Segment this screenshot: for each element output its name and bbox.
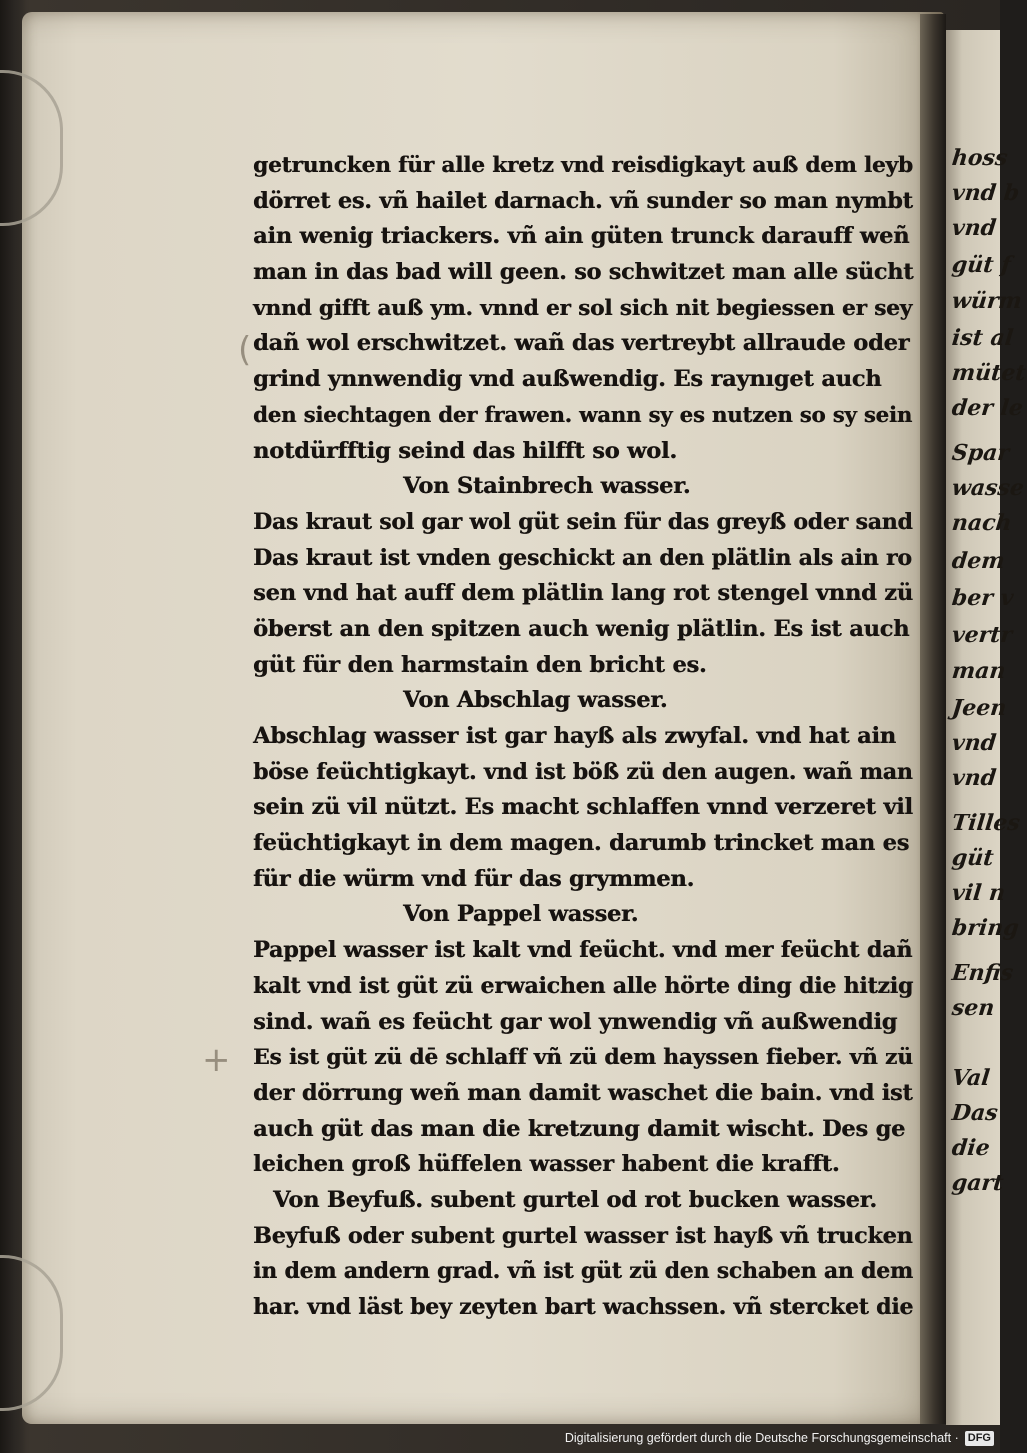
- text-line: sind. wañ es feücht gar wol ynwendig vñ außwendig: [253, 1008, 898, 1035]
- facing-page-fragment: Tilles: [950, 810, 1022, 836]
- facing-page-fragment: man: [950, 658, 1007, 684]
- section-heading: Von Beyfuß. subent gurtel od rot bucken wasser.: [273, 1186, 877, 1213]
- text-line: leichen groß hüffelen wasser habent die krafft.: [253, 1151, 840, 1178]
- facing-page-fragment: Enfis: [950, 960, 1015, 986]
- margin-pen-mark: (: [238, 330, 252, 370]
- text-line: dörret es. vñ hailet darnach. vñ sunder so man nymbt: [253, 187, 913, 214]
- text-line: har. vnd läst bey zeyten bart wachssen. vñ stercket die: [253, 1294, 914, 1320]
- facing-page-fragment: nach: [950, 510, 1014, 536]
- facing-page-fragment: wasse: [950, 475, 1026, 501]
- facing-page-fragment: vnd b: [950, 180, 1021, 206]
- facing-page-fragment: gart: [950, 1170, 1005, 1196]
- facing-page-fragment: Das: [950, 1100, 1000, 1126]
- printed-text-block: [253, 148, 913, 1326]
- text-line: sen vnd hat auff dem plätlin lang rot stengel vnnd zü: [253, 580, 913, 607]
- text-line: für die würm vnd für das grymmen.: [253, 865, 695, 892]
- text-line: man in das bad will geen. so schwitzet man alle sücht: [253, 259, 914, 286]
- dfg-logo: DFG: [965, 1431, 994, 1446]
- text-line: böse feüchtigkayt. vnd ist böß zü den augen. wañ man: [253, 758, 913, 785]
- text-line: öberst an den spitzen auch wenig plätlin. Es ist auch: [253, 615, 910, 642]
- facing-page-fragment: vertr: [950, 622, 1014, 648]
- facing-page-fragment: vnd: [950, 730, 998, 756]
- section-heading: Von Stainbrech wasser.: [403, 473, 691, 500]
- text-line: notdürfftig seind das hilfft so wol.: [253, 437, 677, 464]
- margin-cross-mark: +: [202, 1040, 231, 1080]
- facing-page-fragment: ber v: [950, 585, 1015, 611]
- facing-page-fragment: würm: [950, 288, 1024, 314]
- facing-page-fragment: bring: [950, 915, 1021, 941]
- text-line: den siechtagen der frawen. wann sy es nutzen so sy sein: [253, 402, 912, 428]
- facing-page-fragment: Jeen: [950, 695, 1008, 721]
- text-line: ain wenig triackers. vñ ain güten trunck darauff weñ: [253, 223, 910, 250]
- facing-page-fragment: dem: [950, 548, 1007, 574]
- text-line: güt für den harmstain den bricht es.: [253, 651, 707, 678]
- facing-page-fragment: vnd: [950, 765, 998, 791]
- facing-page-fragment: der le: [950, 395, 1025, 421]
- facing-page-fragment: Val: [950, 1065, 992, 1091]
- facing-page-fragment: vil n: [950, 880, 1007, 906]
- text-line: dañ wol erschwitzet. wañ das vertreybt allraude oder: [253, 330, 910, 357]
- section-heading: Von Abschlag wasser.: [403, 687, 668, 714]
- section-heading: Von Pappel wasser.: [403, 901, 639, 928]
- text-line: Abschlag wasser ist gar hayß als zwyfal. vnd hat ain: [253, 723, 896, 749]
- text-line: vnnd gifft auß ym. vnnd er sol sich nit begiessen er sey: [253, 295, 913, 321]
- text-line: Beyfuß oder subent gurtel wasser ist hayß vñ trucken: [253, 1222, 913, 1249]
- facing-page-fragment: hoss: [950, 145, 1009, 171]
- facing-page-fragment: sen: [950, 995, 996, 1021]
- text-line: getruncken für alle kretz vnd reisdigkayt auß dem leyb: [253, 153, 913, 178]
- text-line: Das kraut sol gar wol güt sein für das greyß oder sand: [253, 508, 913, 535]
- text-line: Pappel wasser ist kalt vnd feücht. vnd mer feücht dañ: [253, 937, 913, 964]
- facing-page-fragment: ist al: [950, 325, 1015, 351]
- text-line: in dem andern grad. vñ ist güt zü den schaben an dem: [253, 1258, 913, 1285]
- text-line: sein zü vil nützt. Es macht schlaffen vnnd verzeret vil: [253, 794, 913, 821]
- footer-credit-text: Digitalisierung gefördert durch die Deutsche Forschungsgemeinschaft ·: [564, 1431, 959, 1445]
- facing-page-fragment: Spar: [950, 440, 1011, 466]
- facing-page-fragment: vnd: [950, 215, 998, 241]
- text-line: kalt vnd ist güt zü erwaichen alle hörte ding die hitzig: [253, 972, 914, 999]
- text-line: Das kraut ist vnden geschickt an den plätlin als ain ro: [253, 544, 912, 571]
- facing-page-fragment: güt: [950, 845, 995, 871]
- facing-page: [946, 30, 1027, 1425]
- text-line: Es ist güt zü dē schlaff vñ zü dem hayssen fieber. vñ zü: [253, 1045, 913, 1071]
- facing-page-fragment: die: [950, 1135, 992, 1161]
- text-line: grind ynnwendig vnd außwendig. Es raynıget auch: [253, 366, 882, 393]
- facing-page-fragment: mütet: [950, 360, 1027, 386]
- text-line: auch güt das man die kretzung damit wischt. Des ge: [253, 1115, 906, 1142]
- text-line: feüchtigkayt in dem magen. darumb trincket man es: [253, 830, 910, 857]
- facing-page-fragment: güt f: [950, 252, 1013, 278]
- text-line: der dörrung weñ man damit waschet die bain. vnd ist: [253, 1079, 913, 1106]
- page-gutter: [920, 14, 946, 1424]
- footer-credit-bar: [565, 1429, 994, 1447]
